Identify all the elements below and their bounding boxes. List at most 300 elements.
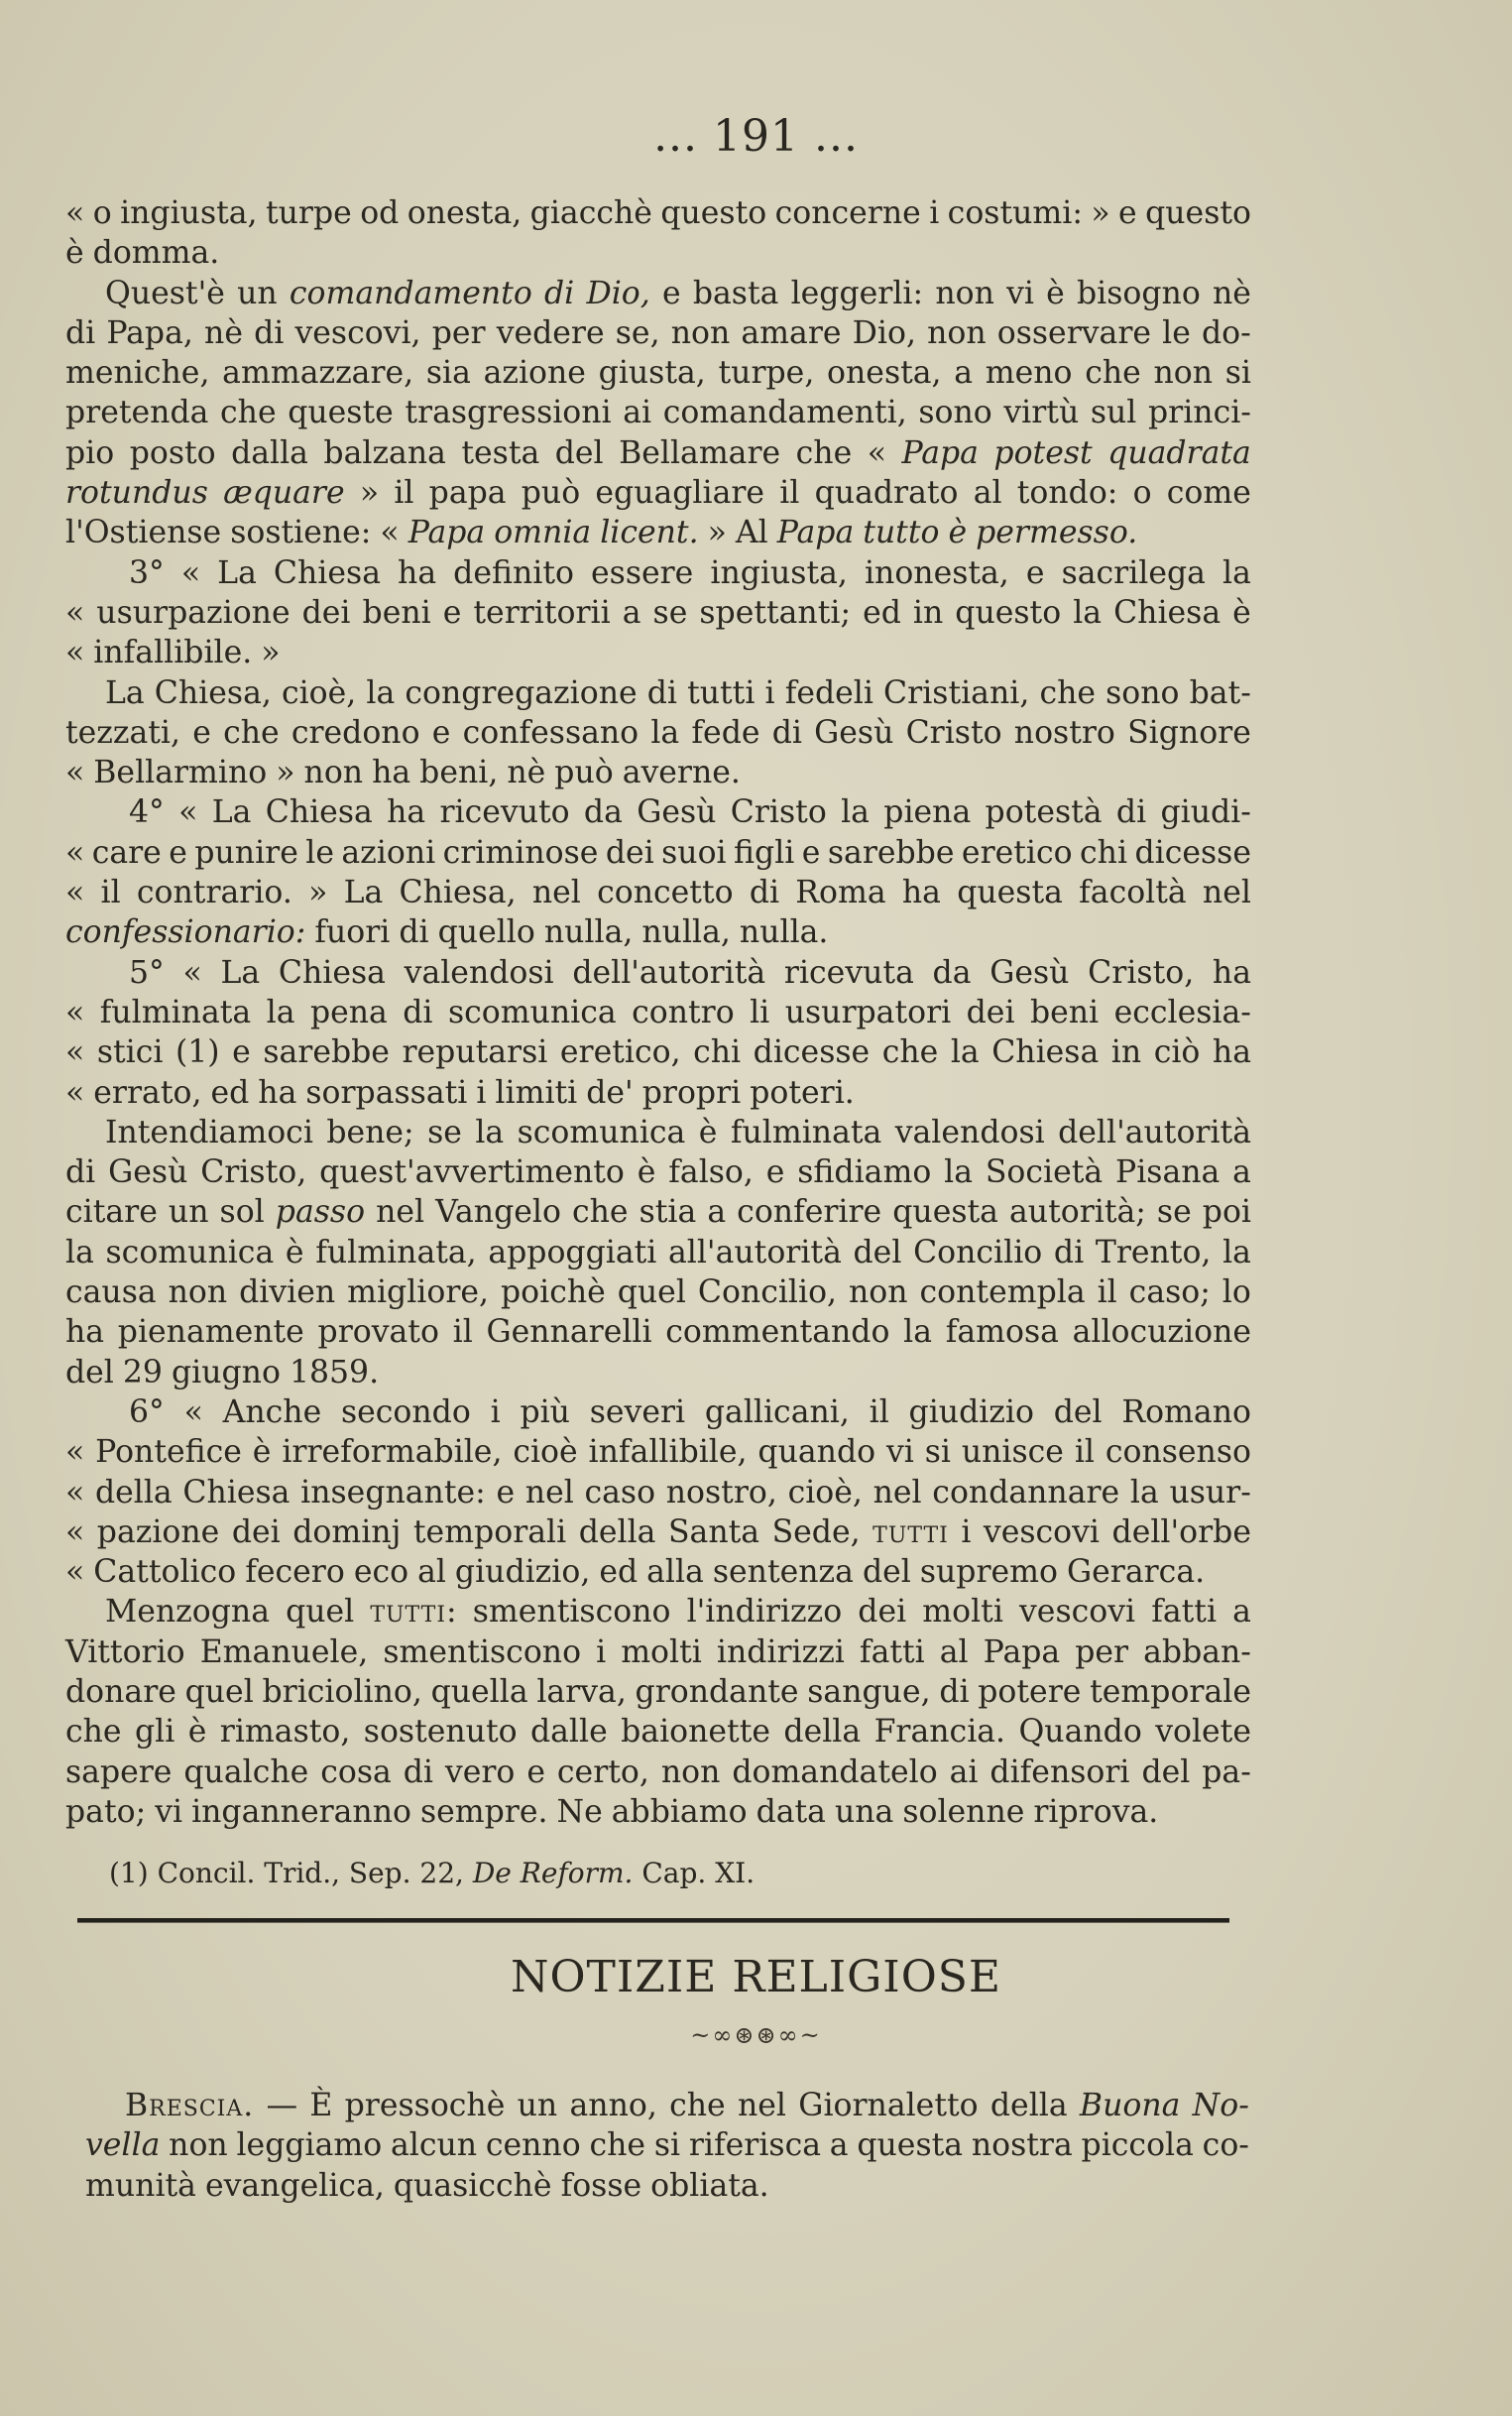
body-word: giudi-	[1160, 794, 1251, 831]
body-word: non	[303, 755, 364, 791]
body-word: sono	[1105, 674, 1180, 711]
section-word: cenno	[485, 2127, 581, 2164]
body-word: consenso	[1105, 1434, 1251, 1471]
footnote-text-end: Cap. XI.	[633, 1857, 756, 1889]
body-word: all'autorità	[668, 1234, 842, 1270]
section-line	[85, 2086, 1249, 2125]
body-word: dei	[966, 994, 1015, 1030]
body-word: si	[1224, 355, 1251, 392]
body-word: cosa	[320, 1753, 392, 1790]
body-line	[65, 233, 1251, 273]
body-word: Chiesa	[991, 1034, 1100, 1071]
body-word: scomunica	[105, 1234, 275, 1270]
body-word: concetto	[597, 875, 734, 911]
body-word: molti	[922, 1594, 1003, 1631]
body-word: di	[939, 1673, 970, 1710]
body-word: ammazzare,	[222, 355, 414, 392]
body-word: infallibile,	[588, 1434, 748, 1471]
body-word: e	[801, 834, 821, 871]
body-word: 1859.	[289, 1354, 380, 1390]
body-line	[65, 313, 1251, 353]
body-word: se	[652, 594, 688, 631]
body-line	[65, 713, 1251, 753]
body-word: punire	[194, 834, 298, 871]
body-word: sangue,	[807, 1673, 931, 1710]
section-word: alcun	[391, 2127, 478, 2164]
body-word: quando	[757, 1434, 876, 1471]
body-line	[65, 1512, 1251, 1552]
body-word: famosa	[945, 1314, 1059, 1351]
body-word: appoggiati	[488, 1234, 657, 1270]
body-word: infallibile.	[93, 635, 253, 671]
body-line	[65, 274, 1251, 313]
body-word: ecclesia-	[1113, 994, 1251, 1030]
body-word: tutto	[863, 515, 940, 551]
body-word: un	[237, 275, 278, 311]
body-word: concerne	[774, 195, 921, 231]
body-word: difensori	[989, 1753, 1130, 1790]
body-word: di	[254, 314, 285, 351]
body-word: i	[596, 1633, 607, 1670]
body-word: dei	[858, 1594, 907, 1631]
body-line	[65, 1073, 1251, 1113]
body-word: virtù	[1003, 395, 1080, 431]
body-word: la	[1222, 1234, 1251, 1270]
body-word: Cristo,	[1088, 954, 1195, 991]
body-word: allocuzione	[1072, 1314, 1251, 1351]
body-word: data	[756, 1793, 826, 1830]
body-word: dei	[301, 594, 351, 631]
body-word: di	[399, 914, 429, 951]
body-word: di	[403, 994, 433, 1030]
body-word: »	[1091, 195, 1110, 231]
body-word: pena	[309, 994, 388, 1030]
body-word: contro	[632, 994, 735, 1030]
section-word: questa	[857, 2127, 964, 2164]
body-word: Emanuele,	[199, 1633, 369, 1670]
body-line	[65, 753, 1251, 792]
body-word: «	[65, 875, 85, 911]
body-word: sorpassati	[305, 1074, 468, 1111]
body-word: quel	[286, 1594, 355, 1631]
body-word: come	[1166, 475, 1251, 512]
body-word: princi-	[1148, 395, 1251, 431]
body-word: questo	[660, 195, 767, 231]
body-word: non	[927, 314, 987, 351]
section-word: vella	[85, 2127, 161, 2164]
body-word: ai	[623, 395, 652, 431]
section-word: anno,	[569, 2088, 657, 2123]
body-word: e	[442, 594, 462, 631]
body-word: il	[100, 875, 121, 911]
body-word: giacchè	[529, 195, 652, 231]
body-word: pio	[65, 434, 115, 471]
body-word: papa	[428, 475, 507, 512]
body-word: e	[431, 714, 451, 751]
body-word: da	[583, 794, 623, 831]
section-line	[85, 2166, 1249, 2206]
body-word: Trento,	[1095, 1234, 1212, 1270]
section-word: leggiamo	[236, 2127, 383, 2164]
body-word: Gennarelli	[486, 1314, 652, 1351]
section-word: nel	[737, 2088, 786, 2123]
body-word: Intendiamoci	[105, 1114, 313, 1150]
body-word: quest'avvertimento	[319, 1154, 625, 1191]
body-word: a	[1232, 1154, 1251, 1191]
body-word: vi	[885, 1434, 914, 1471]
body-word: autorità;	[1009, 1194, 1146, 1231]
body-line	[65, 1152, 1251, 1192]
body-word: e	[661, 275, 681, 311]
body-word: nulla.	[739, 914, 829, 951]
body-word: nel	[872, 1474, 922, 1510]
body-word: Romano	[1121, 1393, 1251, 1430]
body-word: eretico,	[559, 1034, 681, 1071]
section-word: che	[669, 2088, 726, 2123]
body-line	[65, 1113, 1251, 1152]
body-line	[65, 593, 1251, 633]
body-word: di	[771, 714, 802, 751]
body-word: piena	[883, 794, 972, 831]
body-word: Menzogna	[105, 1594, 270, 1631]
ornament-flourish-icon: ~∞⊛⊛∞~	[690, 2021, 822, 2049]
body-word: Cristo	[905, 714, 1002, 751]
body-word: cioè	[513, 1434, 578, 1471]
body-word: ha	[65, 1314, 105, 1351]
body-word: è	[637, 1154, 656, 1191]
body-word: «	[65, 834, 85, 871]
body-word: ha	[398, 554, 437, 591]
body-word: La	[105, 674, 145, 711]
body-word: per	[431, 314, 486, 351]
body-word: potestà	[985, 794, 1103, 831]
body-word: nel	[376, 1194, 425, 1231]
body-word: i	[490, 1393, 501, 1430]
body-word: abban-	[1143, 1633, 1251, 1670]
body-word: sul	[1090, 395, 1137, 431]
body-word: a	[622, 594, 641, 631]
body-word: »	[276, 755, 295, 791]
body-word: care	[91, 834, 162, 871]
body-word: gli	[134, 1714, 175, 1751]
body-word: dell'autorità	[1058, 1114, 1251, 1150]
body-word: vi	[155, 1793, 183, 1830]
body-line	[65, 393, 1251, 432]
body-word: della	[94, 1474, 173, 1510]
body-line	[65, 1272, 1251, 1312]
body-word: qualche	[183, 1753, 309, 1790]
body-word: provato	[317, 1314, 439, 1351]
body-word: ha	[901, 875, 941, 911]
body-word: beni,	[419, 755, 499, 791]
body-word: falso,	[668, 1154, 754, 1191]
body-word: rotundus	[65, 475, 208, 512]
body-word: se	[427, 1114, 462, 1150]
section-word: riferisca	[688, 2127, 822, 2164]
body-word: la	[841, 794, 870, 831]
body-word: che	[1085, 355, 1141, 392]
body-word: «	[65, 1554, 85, 1591]
body-word: «	[182, 954, 202, 991]
body-word: ingiusta,	[710, 554, 848, 591]
body-word: «	[65, 1474, 85, 1510]
section-word: non	[169, 2127, 228, 2164]
section-word: Buona	[1079, 2088, 1181, 2123]
body-word: della	[578, 1513, 656, 1550]
body-word: briciolino,	[262, 1673, 422, 1710]
body-line	[65, 473, 1251, 513]
body-word: migliore,	[347, 1274, 490, 1311]
body-word: e	[1118, 195, 1137, 231]
body-word: fede	[691, 714, 760, 751]
body-word: le	[1162, 314, 1191, 351]
body-word: Anche	[222, 1393, 322, 1430]
section-heading: NOTIZIE RELIGIOSE	[510, 1952, 1002, 2002]
body-word: l'indirizzo	[686, 1594, 843, 1631]
body-word: i	[961, 1513, 972, 1550]
body-word: meno	[985, 355, 1073, 392]
body-word: di	[403, 1753, 433, 1790]
body-word: della	[783, 1714, 862, 1751]
body-word: Gesù	[814, 714, 894, 751]
body-word: Papa	[407, 515, 486, 551]
body-word: irreformabile,	[282, 1434, 503, 1471]
body-word: di	[646, 674, 677, 711]
body-word: i	[476, 1074, 487, 1111]
body-word: chi	[693, 1034, 742, 1071]
body-word: Dio,	[586, 275, 650, 311]
body-word: credono	[291, 714, 420, 751]
body-word: riprova.	[1033, 1793, 1159, 1830]
body-word: basta	[692, 275, 779, 311]
body-word: fulminata	[99, 994, 252, 1030]
body-word: averne.	[622, 755, 741, 791]
body-word: inganneranno	[191, 1793, 411, 1830]
body-word: ai	[949, 1753, 979, 1790]
body-word: e	[496, 1474, 516, 1510]
body-word: sapere	[65, 1753, 173, 1790]
body-word: fecero	[245, 1554, 345, 1591]
body-word: «	[867, 434, 886, 471]
body-word: che	[1039, 674, 1097, 711]
body-word: facoltà	[1079, 875, 1187, 911]
body-word: ricevuto	[439, 794, 570, 831]
body-word: usur-	[1169, 1474, 1251, 1510]
body-word: fatti	[859, 1633, 925, 1670]
body-word: quello	[437, 914, 535, 951]
body-word: che	[795, 434, 853, 471]
body-word: caso	[584, 1474, 656, 1510]
body-word: e	[192, 714, 211, 751]
body-word: contrario.	[136, 875, 292, 911]
body-word: dei	[605, 834, 654, 871]
body-word: turpe,	[718, 355, 815, 392]
body-word: al	[417, 1554, 446, 1591]
body-word: o	[1132, 475, 1152, 512]
body-word: non	[168, 1274, 228, 1311]
body-word: potere	[978, 1673, 1082, 1710]
body-word: nel	[531, 875, 581, 911]
body-word: i	[929, 195, 940, 231]
body-word: unisce	[961, 1434, 1064, 1471]
body-word: «	[65, 1513, 85, 1550]
body-word: di	[1115, 794, 1147, 831]
body-word: il	[779, 475, 800, 512]
body-word: meniche,	[65, 355, 210, 392]
body-word: di	[749, 875, 780, 911]
body-word: beni	[362, 594, 431, 631]
body-word: gallicani,	[704, 1393, 850, 1430]
body-line	[65, 993, 1251, 1032]
body-word: nè	[1213, 275, 1251, 311]
section-text	[85, 2086, 1249, 2206]
body-word: del	[65, 1354, 114, 1390]
body-word: solenne	[902, 1793, 1025, 1830]
body-word: temporale	[1090, 1673, 1251, 1710]
body-word: Gerarca.	[1066, 1554, 1206, 1591]
body-line	[65, 1473, 1251, 1512]
body-word: questa	[957, 875, 1063, 911]
body-word: la	[475, 1114, 505, 1150]
body-word: di	[1053, 1234, 1085, 1270]
body-word: »	[308, 875, 328, 911]
body-word: Papa	[983, 1633, 1061, 1670]
body-word: quadrato	[814, 475, 959, 512]
body-line	[65, 513, 1251, 552]
body-word: il	[1097, 1274, 1117, 1311]
body-word: Chiesa,	[399, 875, 517, 911]
body-word: onesta,	[827, 355, 942, 392]
body-line	[65, 1672, 1251, 1712]
body-word: azione	[483, 355, 586, 392]
body-word: o	[92, 195, 112, 231]
body-word: poichè	[501, 1274, 606, 1311]
body-word: pazione	[96, 1513, 220, 1550]
body-word: Chiesa	[273, 554, 381, 591]
section-word: Brescia.	[125, 2088, 255, 2123]
body-word: dicesse	[753, 1034, 871, 1071]
body-word: Quando	[1018, 1714, 1142, 1751]
body-word: di	[544, 275, 575, 311]
body-word: essere	[591, 554, 694, 591]
section-word: munità	[85, 2167, 196, 2204]
body-word: 6°	[129, 1393, 165, 1430]
section-line	[85, 2125, 1249, 2165]
body-word: sia	[425, 355, 471, 392]
body-word: Papa	[901, 434, 979, 471]
body-word: del	[1141, 1753, 1191, 1790]
body-word: la	[1129, 1474, 1159, 1510]
body-word: la	[944, 1154, 973, 1191]
body-word: æquare	[223, 475, 345, 512]
body-word: pa-	[1202, 1753, 1251, 1790]
body-word: nostro	[1013, 714, 1115, 751]
body-word: le	[305, 834, 334, 871]
body-word: può	[521, 475, 581, 512]
body-word: stici	[96, 1034, 164, 1071]
body-word: «	[178, 794, 198, 831]
section-word: nostra	[971, 2127, 1073, 2164]
body-word: che	[571, 1194, 629, 1231]
body-word: quel	[617, 1274, 686, 1311]
body-word: citare	[65, 1194, 158, 1231]
body-line	[65, 1552, 1251, 1592]
body-word: 3°	[129, 554, 165, 591]
body-word: tutti	[872, 1513, 949, 1550]
body-word: tezzati,	[65, 714, 181, 751]
body-line	[65, 1432, 1251, 1472]
body-word: quel	[184, 1673, 254, 1710]
body-line	[65, 912, 1251, 952]
body-word: domma.	[92, 235, 220, 272]
body-word: fedeli	[784, 674, 873, 711]
body-word: ed	[863, 594, 901, 631]
body-word: La	[220, 954, 261, 991]
body-word: nel	[1202, 875, 1251, 911]
body-text	[65, 193, 1251, 1832]
body-word: e	[765, 1154, 785, 1191]
body-word: 5°	[129, 954, 165, 991]
body-word: «	[65, 755, 85, 791]
body-word: del	[1053, 1393, 1103, 1430]
body-word: causa	[65, 1274, 157, 1311]
body-word: bene;	[326, 1114, 414, 1150]
body-word: la	[366, 674, 396, 711]
body-word: 29	[122, 1354, 163, 1390]
body-word: onesta,	[407, 195, 523, 231]
body-word: temporali	[412, 1513, 567, 1550]
body-word: sfidiamo	[797, 1154, 932, 1191]
body-word: bisogno	[1077, 275, 1201, 311]
body-word: «	[183, 1393, 203, 1430]
body-word: pato;	[65, 1793, 147, 1830]
body-word: Chiesa	[265, 794, 373, 831]
body-word: limiti	[495, 1074, 578, 1111]
body-word: Francia.	[873, 1714, 1006, 1751]
body-word: la	[903, 1314, 932, 1351]
body-word: Pontefice	[95, 1434, 242, 1471]
body-line	[65, 353, 1251, 393]
body-word: ciò	[1153, 1034, 1201, 1071]
body-word: turpe	[265, 195, 352, 231]
body-word: ha	[1212, 1034, 1251, 1071]
body-word: a	[954, 355, 974, 392]
body-word: chi	[1080, 834, 1128, 871]
body-word: vero	[444, 1753, 516, 1790]
body-word: la	[650, 714, 680, 751]
body-word: Papa,	[106, 314, 193, 351]
body-word: indirizzi	[716, 1633, 845, 1670]
body-line	[65, 1353, 1251, 1392]
body-word: vi	[1006, 275, 1034, 311]
section-word: a	[829, 2127, 849, 2164]
body-word: do-	[1202, 314, 1251, 351]
body-word: confessano	[462, 714, 640, 751]
body-word: «	[65, 1434, 85, 1471]
body-word: questo	[955, 594, 1062, 631]
body-line	[65, 873, 1251, 912]
body-word: in	[1110, 1034, 1142, 1071]
body-word: domandatelo	[732, 1753, 938, 1790]
body-word: ingiusta,	[120, 195, 258, 231]
body-word: cioè,	[281, 674, 357, 711]
body-word: condannare	[932, 1474, 1120, 1510]
body-word: cioè,	[787, 1474, 863, 1510]
body-word: sempre.	[419, 1793, 548, 1830]
body-word: quadrata	[1107, 434, 1251, 471]
body-word: si	[924, 1434, 951, 1471]
body-word: donare	[65, 1673, 176, 1710]
